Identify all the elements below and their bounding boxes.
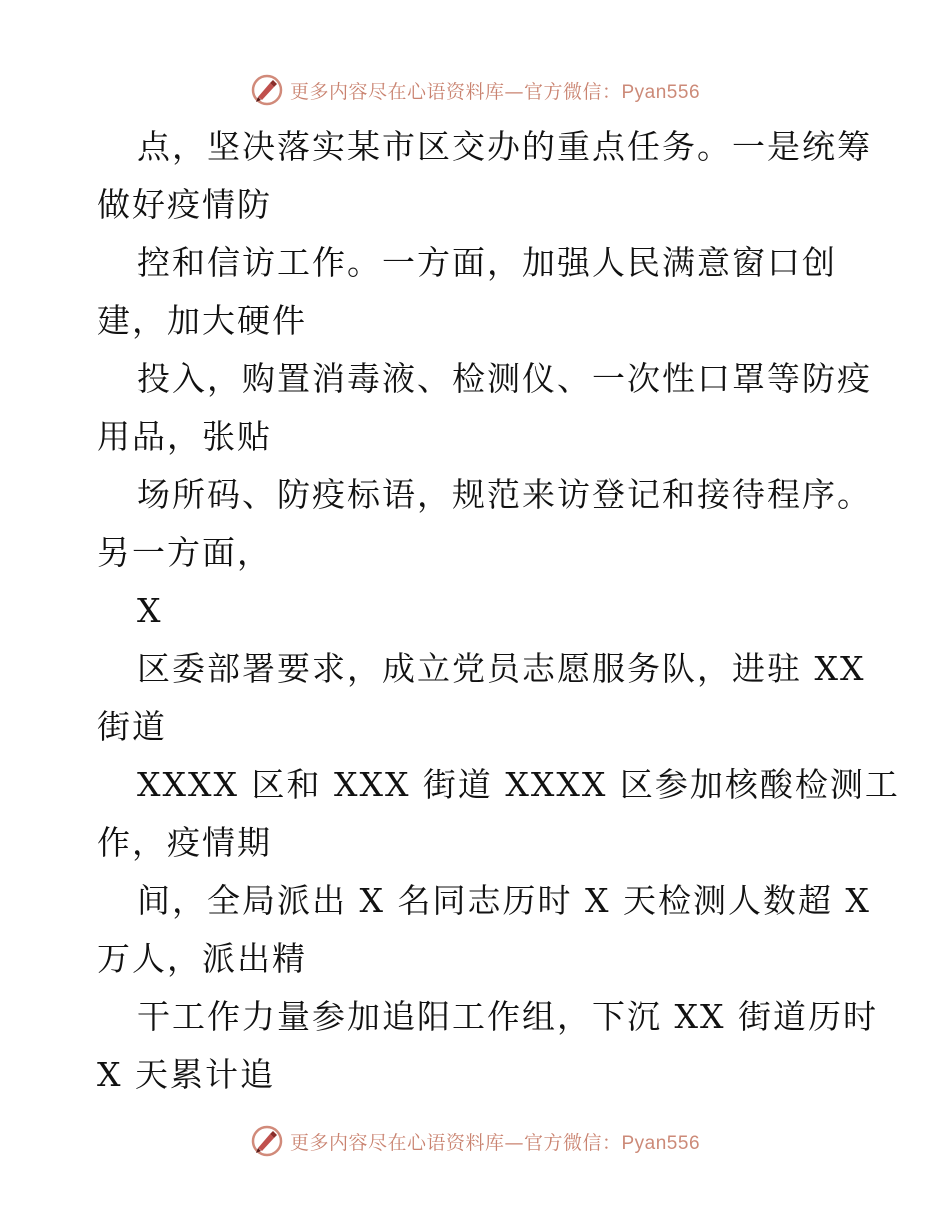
pen-logo-icon: [250, 73, 284, 107]
text-line: 间，全局派出 X 名同志历时 X 天检测人数超 X: [137, 881, 871, 920]
text-line: 建，加大硬件: [97, 301, 307, 340]
watermark-footer: [0, 1121, 950, 1161]
text-line: 做好疫情防: [97, 185, 272, 224]
text-line: XXXX 区和 XXX 街道 XXXX 区参加核酸检测工: [137, 765, 900, 804]
text-line: X: [137, 591, 163, 630]
text-line: 干工作力量参加追阳工作组，下沉 XX 街道历时: [137, 997, 878, 1036]
watermark-header: [0, 70, 950, 110]
text-line: 点，坚决落实某市区交办的重点任务。一是统筹: [137, 127, 872, 166]
watermark-account: Pyan556: [621, 81, 701, 103]
text-line: 投入，购置消毒液、检测仪、一次性口罩等防疫: [137, 359, 872, 398]
text-line: 控和信访工作。一方面，加强人民满意窗口创: [137, 243, 837, 282]
text-line: 用品，张贴: [97, 417, 272, 456]
text-line: X 天累计追: [97, 1055, 275, 1094]
watermark-account: Pyan556: [621, 1132, 701, 1154]
text-line: 另一方面，: [97, 533, 272, 572]
text-line: 万人，派出精: [97, 939, 307, 978]
watermark-text: [290, 1128, 700, 1155]
pen-logo-icon: [250, 1124, 284, 1158]
text-line: 街道: [97, 707, 167, 746]
text-line: 作，疫情期: [97, 823, 272, 862]
text-line: 区委部署要求，成立党员志愿服务队，进驻 XX: [137, 649, 866, 688]
watermark-text: [290, 77, 700, 104]
watermark-brand-text: 更多内容尽在心语资料库—官方微信：: [289, 1131, 622, 1154]
text-line: 场所码、防疫标语，规范来访登记和接待程序。: [137, 475, 872, 514]
watermark-brand-text: 更多内容尽在心语资料库—官方微信：: [289, 80, 622, 103]
document-body: [97, 118, 900, 1104]
